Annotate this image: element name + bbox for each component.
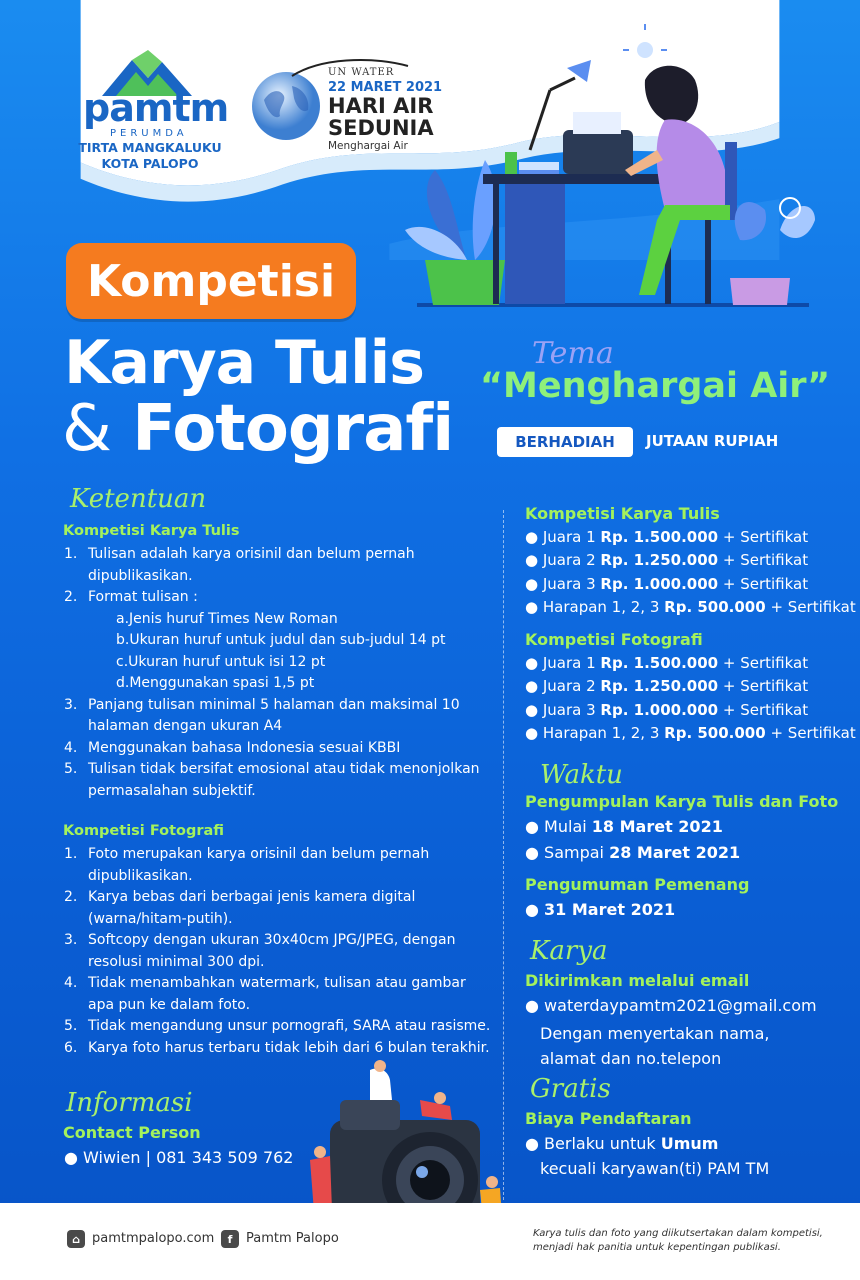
globe-icon — [250, 70, 322, 142]
bullet: ● — [525, 900, 545, 919]
foto-rule-item — [64, 844, 494, 887]
pengumpulan-title: Pengumpulan Karya Tulis dan Foto — [525, 792, 839, 811]
karya-rule-item — [64, 738, 484, 760]
list-text: Softcopy dengan ukuran 30x40cm JPG/JPEG, dengan resolusi minimal 300 dpi. — [88, 932, 456, 970]
footer-note — [533, 1227, 823, 1255]
informasi-script: Informasi — [66, 1088, 193, 1118]
prize-amount: Rp. 500.000 — [664, 597, 766, 616]
email-note-line1: Dengan menyertakan nama, — [540, 1024, 770, 1043]
bullet: ● — [525, 700, 543, 719]
foto-rule-item — [64, 973, 494, 1016]
list-text: Menggunakan bahasa Indonesia sesuai KBBI — [88, 739, 401, 756]
bullet: ● — [525, 677, 543, 696]
prize-extra: + Sertifikat — [765, 597, 856, 616]
list-text: Tulisan tidak bersifat emosional atau tidak menonjolkan permasalahan subjektif. — [88, 761, 480, 799]
headline-fotografi: Fotografi — [132, 392, 454, 466]
fotografi-rules — [64, 844, 494, 1059]
prize-item — [525, 549, 856, 572]
headline-ampersand: & — [62, 392, 111, 466]
prize-item — [525, 675, 856, 698]
dikirimkan-title: Dikirimkan melalui email — [525, 971, 750, 990]
email-note — [540, 1021, 769, 1071]
karya-rule-item — [64, 587, 484, 609]
event-title-line2: SEDUNIA — [328, 116, 434, 140]
list-text: Menggunakan spasi 1,5 pt — [129, 675, 315, 691]
prize-amount: Rp. 500.000 — [664, 723, 766, 742]
prize-foto-title: Kompetisi Fotografi — [525, 630, 703, 649]
mulai-date: 18 Maret 2021 — [591, 817, 723, 836]
format-item — [90, 609, 484, 631]
prize-label: Harapan 1, 2, 3 — [542, 723, 665, 742]
website-link[interactable]: pamtmpalopo.com — [92, 1231, 215, 1246]
prize-item — [525, 596, 856, 619]
karya-rule-item — [64, 544, 484, 587]
email-note-line2: alamat dan no.telepon — [540, 1049, 722, 1068]
pengumuman-line — [525, 900, 675, 919]
prize-amount: Rp. 1.250.000 — [600, 677, 719, 696]
bullet: ● — [525, 723, 543, 742]
prize-extra: + Sertifikat — [718, 551, 809, 570]
foto-rule-item — [64, 1016, 494, 1038]
foto-rule-item — [64, 930, 494, 973]
contact-person-title: Contact Person — [63, 1123, 201, 1142]
prize-item — [525, 652, 856, 675]
waktu-script: Waktu — [540, 760, 623, 790]
karya-script: Karya — [530, 936, 608, 966]
bullet: ● — [525, 654, 543, 672]
karya-rule-item — [64, 695, 484, 738]
prize-amount: Rp. 1.000.000 — [600, 574, 719, 593]
gratis-script: Gratis — [530, 1074, 611, 1104]
biaya-line2: kecuali karyawan(ti) PAM TM — [540, 1159, 770, 1178]
prize-amount: Rp. 1.250.000 — [600, 551, 719, 570]
sampai-label: Sampai — [544, 843, 610, 862]
sampai-line — [525, 843, 740, 862]
mulai-label: Mulai — [544, 817, 592, 836]
list-number: 2. — [64, 589, 78, 605]
kompetisi-badge-label: Kompetisi — [86, 255, 336, 307]
biaya-title: Biaya Pendaftaran — [525, 1109, 692, 1128]
headline-line1: Karya Tulis — [64, 328, 424, 398]
list-number: 5. — [64, 761, 78, 777]
bullet: ● — [525, 597, 543, 616]
prize-amount: Rp. 1.500.000 — [600, 528, 719, 546]
un-water-label: UN WATER — [328, 67, 395, 78]
prize-label: Harapan 1, 2, 3 — [542, 597, 665, 616]
footer-note-line2: menjadi hak panitia untuk kepentingan publikasi. — [533, 1242, 781, 1253]
prize-label: Juara 1 — [542, 654, 601, 672]
sampai-date: 28 Maret 2021 — [609, 843, 741, 862]
prize-extra: + Sertifikat — [718, 677, 809, 696]
prize-karya-title: Kompetisi Karya Tulis — [525, 504, 720, 523]
email-line[interactable] — [525, 996, 817, 1015]
list-number: b. — [116, 632, 130, 648]
event-title-line1: HARI AIR — [328, 94, 434, 118]
ketentuan-script: Ketentuan — [70, 484, 207, 514]
perumda-label: PERUMDA — [110, 128, 188, 139]
list-text: Panjang tulisan minimal 5 halaman dan maksimal 10 halaman dengan ukuran A4 — [88, 696, 460, 734]
column-divider — [503, 510, 504, 1200]
biaya-line1 — [525, 1134, 718, 1153]
prize-amount: Rp. 1.500.000 — [600, 654, 719, 672]
list-text: Jenis huruf Times New Roman — [129, 610, 338, 627]
list-number: 1. — [64, 546, 78, 562]
logo-line2: KOTA PALOPO — [101, 156, 199, 171]
biaya-line1-bold: Umum — [660, 1134, 719, 1153]
mulai-line — [525, 817, 723, 836]
list-number: 2. — [64, 889, 78, 905]
prize-label: Juara 3 — [542, 574, 601, 593]
prize-extra: + Sertifikat — [718, 528, 809, 546]
list-number: c. — [116, 653, 129, 670]
prize-item — [525, 699, 856, 722]
bullet: ● — [525, 843, 545, 862]
bullet: ● — [525, 574, 543, 593]
list-text: Karya foto harus terbaru tidak lebih dari 6 bulan terakhir. — [88, 1039, 490, 1056]
kompetisi-badge — [66, 243, 356, 319]
prize-item — [525, 526, 856, 549]
event-tagline: Menghargai Air — [328, 140, 408, 152]
foto-rule-item — [64, 1038, 494, 1060]
berhadiah-badge: BERHADIAH — [497, 427, 633, 457]
headline-line2 — [62, 392, 453, 466]
logo-subtitle — [70, 140, 230, 172]
format-item — [90, 652, 484, 674]
list-text: Tidak mengandung unsur pornografi, SARA atau rasisme. — [88, 1018, 491, 1034]
list-number: 4. — [64, 975, 78, 991]
list-text: Tulisan adalah karya orisinil dan belum pernah dipublikasikan. — [88, 546, 415, 584]
list-number: 4. — [64, 739, 78, 756]
contact-name: Wiwien — [83, 1148, 141, 1167]
jutaan-rupiah-label: JUTAAN RUPIAH — [646, 432, 779, 450]
list-text: Tidak menambahkan watermark, tulisan atau gambar apa pun ke dalam foto. — [88, 975, 466, 1013]
prize-extra: + Sertifikat — [718, 700, 809, 719]
list-number: a. — [116, 610, 130, 627]
facebook-icon: f — [221, 1230, 239, 1248]
list-number: 1. — [64, 846, 78, 862]
footer-note-line1: Karya tulis dan foto yang diikutsertakan dalam kompetisi, — [533, 1228, 823, 1239]
email-address[interactable]: waterdaypamtm2021@gmail.com — [544, 996, 817, 1015]
bullet: ● — [64, 1148, 84, 1167]
prize-label: Juara 3 — [542, 700, 601, 719]
prize-label: Juara 2 — [542, 551, 601, 570]
biaya-line1-pre: Berlaku untuk — [544, 1134, 661, 1153]
bullet: ● — [525, 1134, 545, 1153]
desk-illustration — [395, 20, 825, 312]
prize-karya-list — [525, 526, 856, 619]
prize-extra: + Sertifikat — [718, 654, 809, 672]
list-number: 5. — [64, 1018, 78, 1034]
karya-rule-item — [64, 759, 484, 802]
prize-item — [525, 573, 856, 596]
prize-label: Juara 1 — [542, 528, 601, 546]
list-number: 3. — [64, 696, 78, 713]
prize-extra: + Sertifikat — [718, 574, 809, 593]
bullet: ● — [525, 528, 543, 546]
pengumuman-date: 31 Maret 2021 — [544, 900, 676, 919]
prize-item — [525, 722, 856, 745]
prize-extra: + Sertifikat — [765, 723, 856, 742]
list-text: Ukuran huruf untuk judul dan sub-judul 14 pt — [129, 632, 446, 648]
list-text: Karya bebas dari berbagai jenis kamera digital (warna/hitam-putih). — [88, 889, 416, 927]
fotografi-title: Kompetisi Fotografi — [63, 823, 225, 839]
tema-quote: “Menghargai Air” — [480, 366, 831, 406]
list-text: Format tulisan : — [88, 589, 198, 605]
home-icon: ⌂ — [67, 1230, 85, 1248]
list-text: Foto merupakan karya orisinil dan belum pernah dipublikasikan. — [88, 846, 430, 884]
bullet: ● — [525, 996, 545, 1015]
event-date: 22 MARET 2021 — [328, 80, 443, 95]
pamtm-brand: pamtm — [83, 86, 229, 130]
list-number: 6. — [64, 1039, 78, 1056]
list-number: d. — [116, 675, 130, 691]
contact-separator: | — [145, 1148, 151, 1167]
contact-person-line — [64, 1148, 293, 1167]
prize-amount: Rp. 1.000.000 — [600, 700, 719, 719]
list-number: 3. — [64, 932, 78, 948]
bullet: ● — [525, 817, 545, 836]
contact-phone: 081 343 509 762 — [156, 1148, 294, 1167]
logo-line1: TIRTA MANGKALUKU — [78, 140, 222, 155]
pengumuman-title: Pengumuman Pemenang — [525, 875, 750, 894]
karya-tulis-rules — [64, 544, 484, 802]
list-text: Ukuran huruf untuk isi 12 pt — [128, 653, 326, 670]
foto-rule-item — [64, 887, 494, 930]
format-item — [90, 630, 484, 652]
format-item — [90, 673, 484, 695]
tema-script: Tema — [532, 336, 614, 371]
karya-tulis-title: Kompetisi Karya Tulis — [63, 523, 240, 539]
facebook-link[interactable]: Pamtm Palopo — [246, 1231, 339, 1246]
prize-label: Juara 2 — [542, 677, 601, 696]
bullet: ● — [525, 551, 543, 570]
prize-foto-list — [525, 652, 856, 745]
